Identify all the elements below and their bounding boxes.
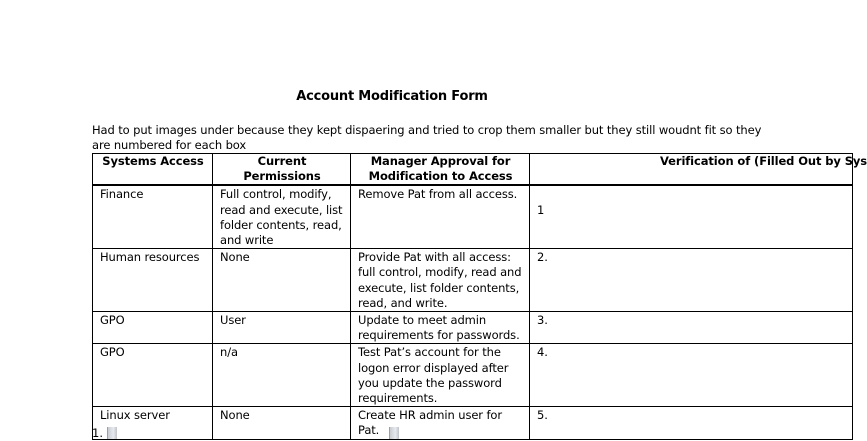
- cell-approval: Create HR admin user for Pat.: [351, 407, 530, 439]
- cell-system: GPO: [93, 344, 213, 407]
- table-header-row: [93, 154, 853, 186]
- table-row: [93, 344, 853, 407]
- cell-verification: 3.: [530, 312, 853, 344]
- account-modification-table: [92, 153, 867, 440]
- header-current-permissions: Current Permissions: [213, 154, 351, 186]
- cell-verification: [530, 185, 853, 248]
- table-row: [93, 407, 853, 439]
- cell-verification: 5.: [530, 407, 853, 439]
- cell-approval: Update to meet admin requirements for passwords.: [351, 312, 530, 344]
- table-row: [93, 185, 853, 248]
- cell-approval: Remove Pat from all access.: [351, 185, 530, 248]
- table-row: [93, 249, 853, 312]
- embedded-image-thumbnail[interactable]: [389, 427, 399, 439]
- verification-number: 1: [537, 203, 545, 218]
- header-verification: Verification of (Filled Out by Sys: [530, 154, 853, 186]
- cell-permissions: Full control, modify, read and execute, list folder contents, read, and write: [213, 185, 351, 248]
- cell-system: GPO: [93, 312, 213, 344]
- image-list-number: 1.: [92, 426, 103, 440]
- form-title: Account Modification Form: [296, 89, 488, 104]
- cell-system: Finance: [93, 185, 213, 248]
- cell-verification: 2.: [530, 249, 853, 312]
- table-row: [93, 312, 853, 344]
- author-note: Had to put images under because they kept dispaering and tried to crop them smaller but they still woudnt fit so they are numbered for each box: [92, 123, 762, 152]
- header-systems-access: Systems Access: [93, 154, 213, 186]
- header-manager-approval: Manager Approval for Modification to Access: [351, 154, 530, 186]
- cell-approval: Provide Pat with all access: full control, modify, read and execute, list folder contents, read, and write.: [351, 249, 530, 312]
- cell-permissions: None: [213, 407, 351, 439]
- cell-system: Linux server: [93, 407, 213, 439]
- cell-permissions: None: [213, 249, 351, 312]
- embedded-image-thumbnail[interactable]: [107, 427, 117, 439]
- cell-system: Human resources: [93, 249, 213, 312]
- cell-permissions: User: [213, 312, 351, 344]
- cell-permissions: n/a: [213, 344, 351, 407]
- cell-verification: 4.: [530, 344, 853, 407]
- cell-approval: Test Pat’s account for the logon error displayed after you update the password requirements.: [351, 344, 530, 407]
